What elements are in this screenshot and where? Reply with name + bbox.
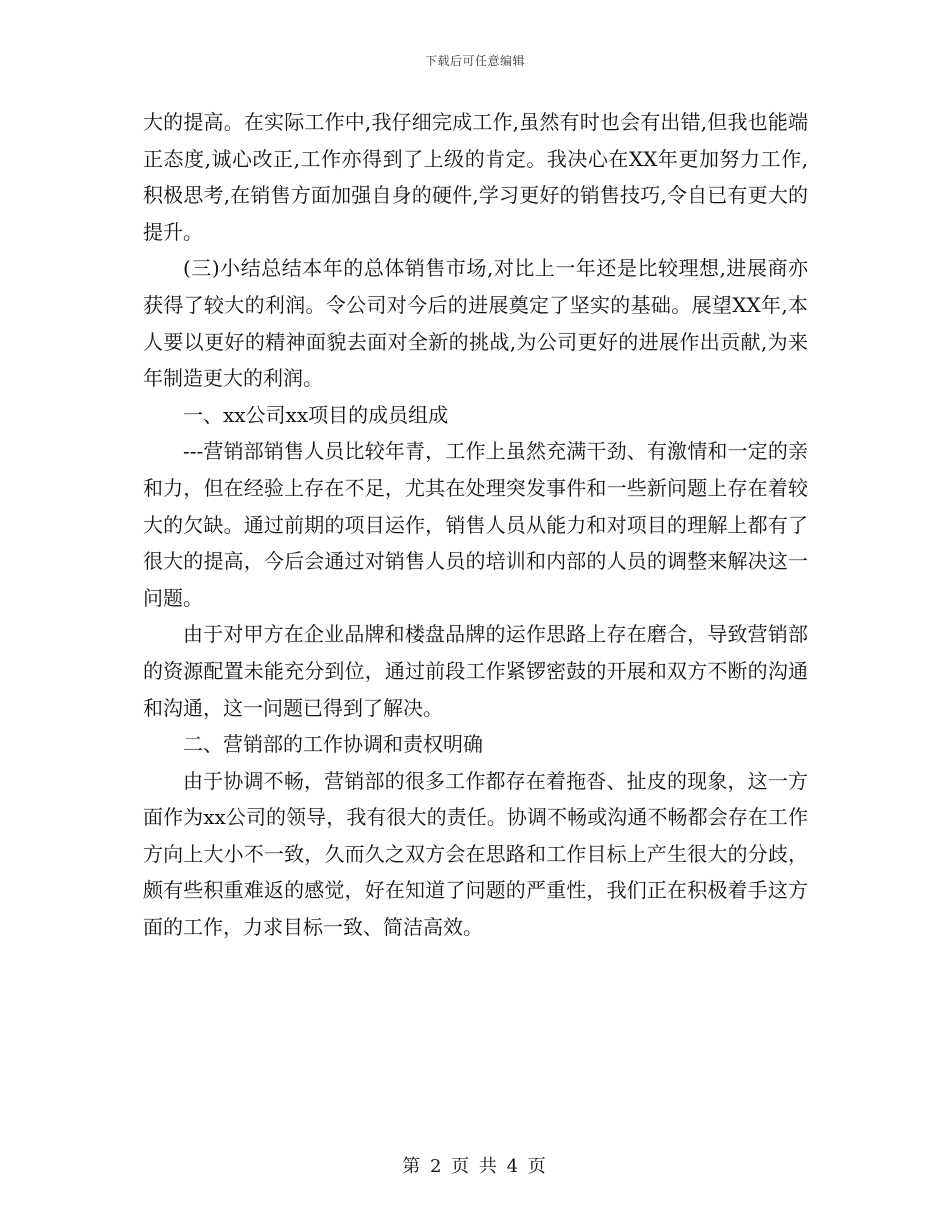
- page-number: 第 2 页 共 4 页: [402, 1156, 548, 1177]
- document-body: [143, 104, 808, 946]
- paragraph-sales-staff: ---营销部销售人员比较年青，工作上虽然充满干劲、有激情和一定的亲和力，但在经验上存在不足，尤其在处理突发事件和一些新问题上存在着较大的欠缺。通过前期的项目运作，销售人员从能力和对项目的理解上都有了很大的提高，今后会通过对销售人员的培训和内部的人员的调整来解决这一问题。: [143, 439, 808, 610]
- section-heading-coordination: 二、营销部的工作协调和责权明确: [183, 732, 483, 757]
- page-header: 下载后可任意编辑: [424, 54, 525, 68]
- paragraph-summary: (三)小结总结本年的总体销售市场,对比上一年还是比较理想,进展商亦获得了较大的利润。令公司对今后的进展奠定了坚实的基础。展望XX年,本人要以更好的精神面貌去面对全新的挑战,为公司更好的进展作出贡献,为来年制造更大的利润。: [143, 256, 808, 391]
- paragraph-continuation: 大的提高。在实际工作中,我仔细完成工作,虽然有时也会有出错,但我也能端正态度,诚心改正,工作亦得到了上级的肯定。我决心在XX年更加努力工作,积极思考,在销售方面加强自身的硬件,学习更好的销售技巧,令自已有更大的提升。: [143, 110, 808, 244]
- section-heading-members: 一、xx公司xx项目的成员组成: [183, 402, 449, 427]
- paragraph-resource-allocation: 由于对甲方在企业品牌和楼盘品牌的运作思路上存在磨合，导致营销部的资源配置未能充分到位，通过前段工作紧锣密鼓的开展和双方不断的沟通和沟通，这一问题已得到了解决。: [143, 622, 808, 720]
- paragraph-coordination: 由于协调不畅，营销部的很多工作都存在着拖沓、扯皮的现象，这一方面作为xx公司的领导，我有很大的责任。协调不畅或沟通不畅都会存在工作方向上大小不一致，久而久之双方会在思路和工作目标上产生很大的分歧，颇有些积重难返的感觉，好在知道了问题的严重性，我们正在积极着手这方面的工作，力求目标一致、简洁高效。: [143, 768, 808, 940]
